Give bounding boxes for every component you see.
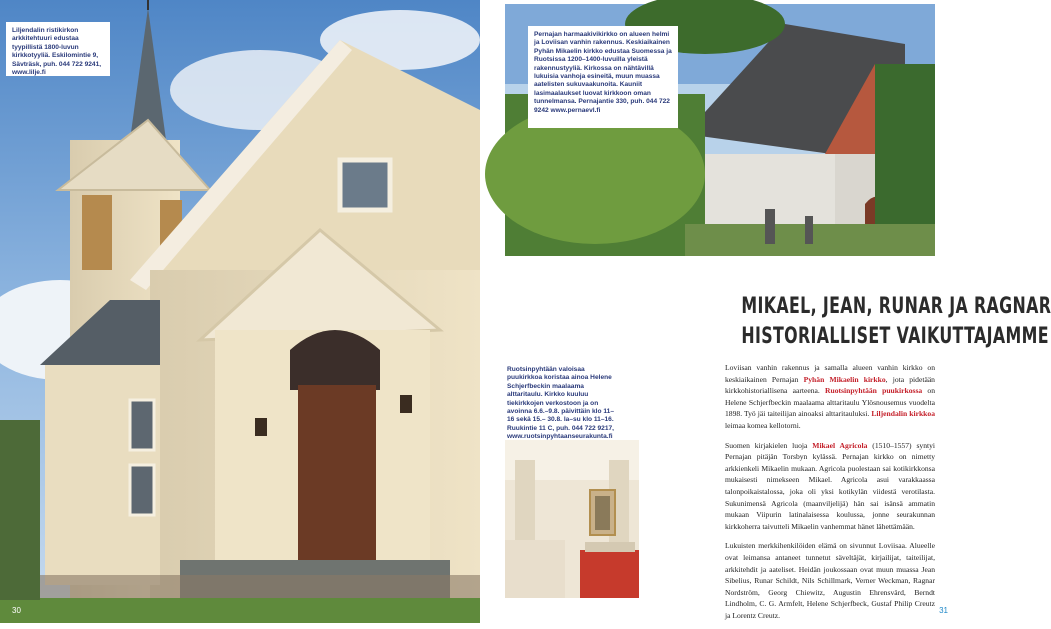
article-body bbox=[725, 362, 935, 629]
headline-line-1: MIKAEL, JEAN, RUNAR JA RAGNAR bbox=[741, 294, 1051, 319]
p1-text-e: on Helene Schjerfbeckin maalaama alttaritaulu Ylösnousemus vuodelta 1898. Työ jäi taiteilijan ainoaksi alttaritauluksi. bbox=[725, 386, 935, 419]
p2-text-a: Suomen kirjakielen luoja bbox=[725, 440, 813, 450]
pernaja-caption: Pernajan harmaakivikirkko on alueen helmi ja Loviisan vanhin rakennus. Keskiaikainen Pyhän Mikaelin kirkko edustaa Suomessa ja Ruotsissa 1200–1400-luvuilla yleistä rakennustyyliä. Kirkossa on nähtävillä lukuisia vanhoja esineitä, muun muassa aatelisten sukuvaakunoita. Kauniit lasimaalaukset luovat kirkkoon oman tunnelmansa. Pernajantie 330, puh. 044 722 9242 www.pernaevl.fi bbox=[528, 26, 678, 128]
article-headline bbox=[668, 292, 1051, 352]
page-number-right: 31 bbox=[939, 606, 948, 615]
p1-highlight-mikael-church: Pyhän Mikaelin kirkko bbox=[803, 374, 886, 384]
headline-line-2: HISTORIALLISET VAIKUTTAJAMME bbox=[741, 324, 1049, 349]
liljendal-caption: Liljendalin ristikirkon arkkitehtuuri edustaa tyypillistä 1800-luvun kirkkotyyliä. Eskilomintie 9, Sävträsk, puh. 044 722 9241, www.lilje.fi bbox=[6, 22, 110, 76]
p1-text-c: , jota pidetään kirkkohistoriallisena aarteena. bbox=[725, 374, 935, 396]
page-number-left: 30 bbox=[12, 606, 21, 615]
paragraph-1 bbox=[725, 362, 935, 432]
p1-highlight-liljendal: Liljendalin kirkkoa bbox=[871, 409, 935, 419]
liljendal-church-photo bbox=[0, 0, 480, 623]
right-page bbox=[480, 0, 1051, 623]
p1-highlight-ruotsinpyhtaa: Ruotsinpyhtään puukirkossa bbox=[825, 386, 923, 396]
paragraph-2 bbox=[725, 440, 935, 533]
p1-text-g: leimaa komea kellotorni. bbox=[725, 420, 801, 430]
left-page bbox=[0, 0, 480, 623]
p2-text-c: (1510–1557) syntyi Pernajan pitäjän Torsbyn kylässä. Pernajan kirkko on nimetty arkkienkeli Mikaelin mukaan. Agricola puolestaan sai kotikirkkonsa mukaisesti nimekseen Mikael. Agricola asui varakkaassa talonpoikaistalossa, joka oli yksi kotikylän viidestä verotilasta. Sukunimensä Agricola (maanviljelijä) hän sai isänsä ammatin mukaan Viipurin latinalaisessa koulussa, jonne seurakunnan kirkkoherra taivutteli Mikaelin vanhemmat hänet lähettämään. bbox=[725, 440, 936, 531]
ruotsinpyhtaa-caption: Ruotsinpyhtään valoisaa puukirkkoa koristaa ainoa Helene Schjerfbeckin maalaama alttaritaulu. Kirkko kuuluu tiekirkkojen verkostoon ja on avoinna 6.6.–9.8. päivittäin klo 11–16 sekä 15.– 30.8. la–su klo 11–16. Ruukintie 11 C, puh. 044 722 9217, www.ruotsinpyhtaanseurakunta.fi bbox=[505, 362, 623, 436]
p2-highlight-agricola: Mikael Agricola bbox=[812, 440, 868, 450]
p1-text-a: Loviisan vanhin rakennus ja samalla alueen vanhin kirkko on keskiaikainen Pernajan bbox=[725, 363, 935, 384]
paragraph-3: Lukuisten merkkihenkilöiden elämä on sivunnut Loviisaa. Alueelle ovat leimansa antaneet tunnetut säveltäjät, kirjailijat, taiteilijat, arkkitehdit ja aateliset. Heidän joukossaan ovat muun muassa Jean Sibelius, Runar Schildt, Nils Schillmark, Verner Weckman, Ragnar Nordström, Georg Chiewitz, Augustin Ehrensvärd, Berndt Lindholm, C. G. Armfelt, Helene Schjerfbeck, Gustaf Philip Creutz ja Lorentz Creutz. bbox=[725, 541, 935, 620]
ruotsinpyhtaa-church-interior-photo bbox=[505, 440, 639, 598]
